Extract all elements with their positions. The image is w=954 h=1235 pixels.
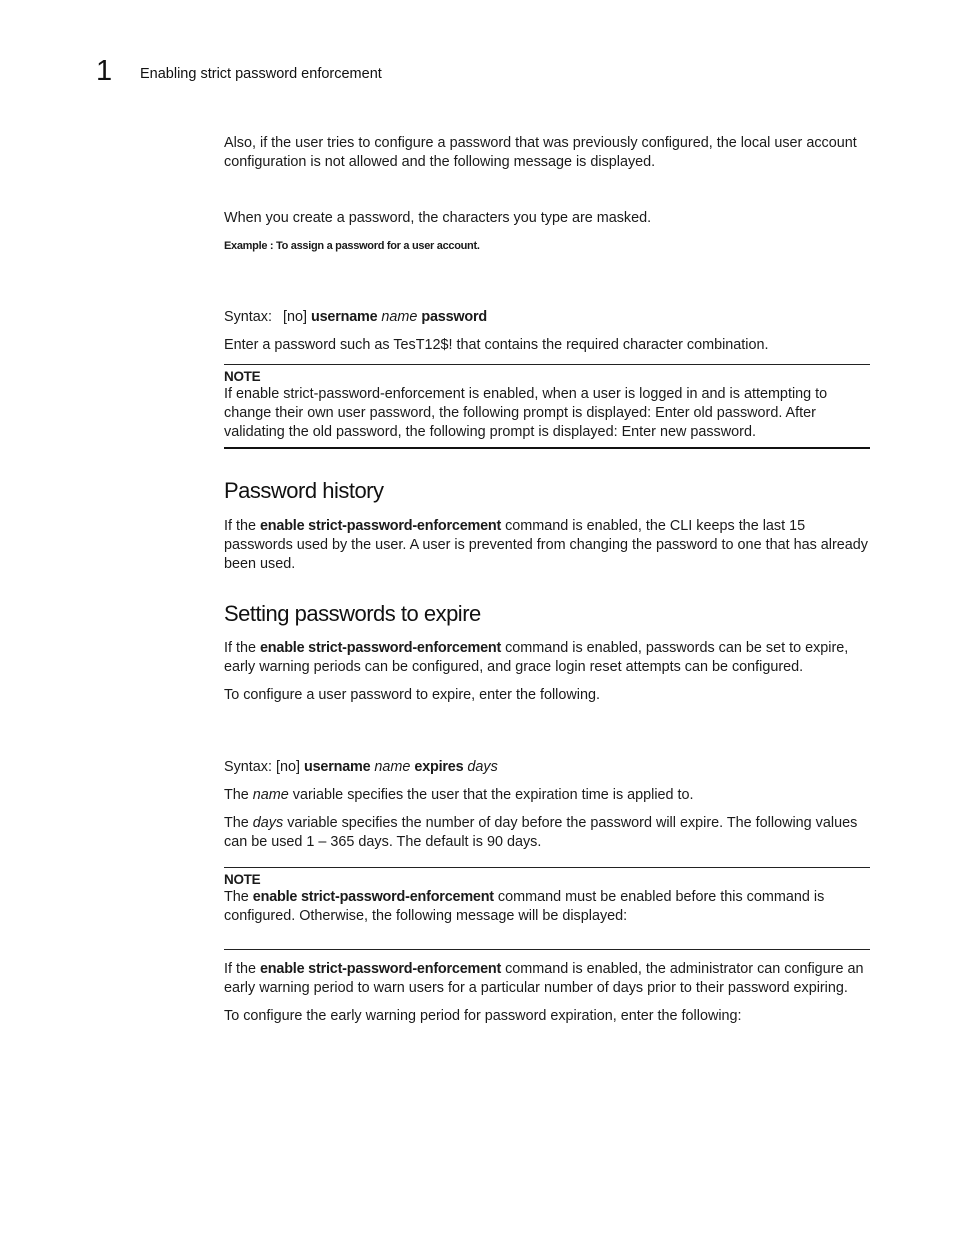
text-fragment: variable specifies the user that the expiration time is applied to.	[288, 787, 694, 803]
command-name: enable strict-password-enforcement	[260, 640, 502, 656]
syntax-name-var: name	[381, 309, 418, 325]
paragraph-days-variable	[224, 814, 870, 852]
note-text: If enable strict-password-enforcement is enabled, when a user is logged in and is attempting to change their own user password, the following prompt is displayed: Enter old password. After validating the old password, the following prompt is displayed: Enter new password.	[224, 386, 828, 440]
page-body	[224, 134, 870, 1026]
text-fragment: variable specifies the number of day before the password will expire. The following values can be used 1 – 365 days. The default is 90 days.	[224, 815, 858, 850]
text-fragment: The	[224, 787, 253, 803]
variable-days: days	[252, 815, 284, 831]
paragraph-configure-warning: To configure the early warning period for password expiration, enter the following:	[224, 1008, 742, 1024]
syntax-password	[224, 308, 870, 327]
note-box-prompt	[224, 364, 870, 449]
example-label: Example : To assign a password for a user account.	[224, 240, 480, 252]
paragraph-expire	[224, 639, 870, 677]
syntax-username: username	[304, 759, 371, 775]
note-title: NOTE	[224, 872, 261, 887]
text-fragment: If the	[224, 640, 260, 656]
running-title: Enabling strict password enforcement	[140, 66, 382, 82]
syntax-no: [no]	[276, 759, 301, 775]
text-fragment: The	[224, 815, 253, 831]
note-box-enable	[224, 867, 870, 950]
command-name: enable strict-password-enforcement	[260, 961, 502, 977]
syntax-expires-keyword: expires	[414, 759, 464, 775]
syntax-username: username	[311, 309, 378, 325]
note-title: NOTE	[224, 369, 261, 384]
syntax-label: Syntax:	[224, 309, 272, 325]
paragraph-name-variable	[224, 786, 870, 805]
paragraph-history	[224, 517, 870, 574]
syntax-password-keyword: password	[421, 309, 487, 325]
syntax-name-var: name	[374, 759, 411, 775]
command-name: enable strict-password-enforcement	[252, 889, 494, 905]
text-fragment: If the	[224, 518, 260, 534]
chapter-number: 1	[96, 55, 113, 87]
syntax-no: [no]	[283, 309, 308, 325]
syntax-expires	[224, 758, 870, 777]
heading-passwords-expire: Setting passwords to expire	[224, 601, 481, 626]
paragraph-early-warning	[224, 960, 870, 998]
syntax-days-var: days	[467, 759, 498, 775]
text-fragment: command is enabled, passwords can be set to expire, early warning periods can be configured, and grace login reset attempts can be configured.	[224, 640, 849, 675]
text-fragment: The	[224, 889, 253, 905]
paragraph-reused-password: Also, if the user tries to configure a password that was previously configured, the local user account configuration is not allowed and the following message is displayed.	[224, 135, 857, 170]
text-fragment: command must be enabled before this command is configured. Otherwise, the following message will be displayed:	[224, 889, 825, 924]
note-text	[224, 888, 870, 926]
paragraph-enter-password: Enter a password such as TesT12$! that contains the required character combination.	[224, 337, 769, 353]
command-name: enable strict-password-enforcement	[260, 518, 502, 534]
paragraph-masked: When you create a password, the characters you type are masked.	[224, 210, 652, 226]
text-fragment: If the	[224, 961, 260, 977]
syntax-label: Syntax:	[224, 759, 272, 775]
text-fragment: command is enabled, the administrator can configure an early warning period to warn users for a particular number of days prior to their password expiring.	[224, 961, 864, 996]
text-fragment: command is enabled, the CLI keeps the last 15 passwords used by the user. A user is prevented from changing the password to one that has already been used.	[224, 518, 868, 572]
variable-name: name	[252, 787, 289, 803]
heading-password-history: Password history	[224, 478, 384, 503]
paragraph-configure-expire: To configure a user password to expire, enter the following.	[224, 687, 600, 703]
